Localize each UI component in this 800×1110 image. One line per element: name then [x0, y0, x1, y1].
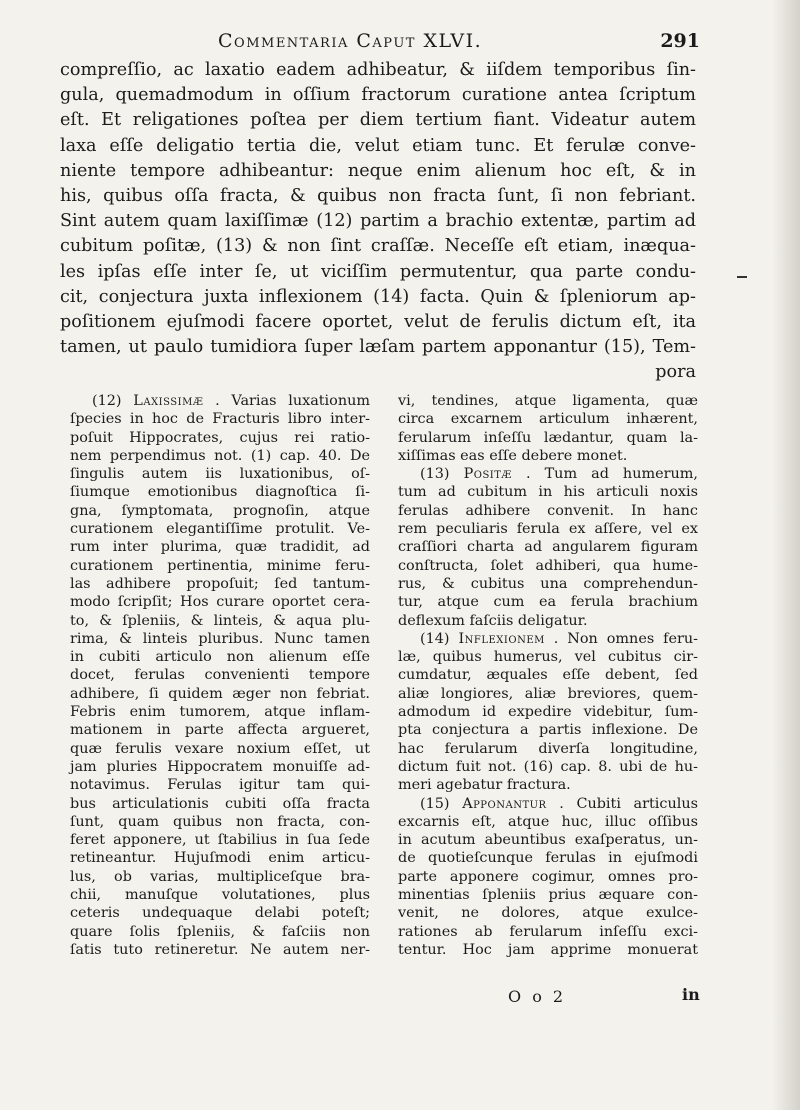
note-line: hac ferularum diverſa longitudine,: [398, 740, 698, 757]
main-text-catchline: pora: [655, 362, 696, 383]
note-line: aliæ longiores, aliæ breviores, quem-: [398, 685, 698, 702]
note-text: . Tum ad humerum,: [525, 466, 699, 483]
note-line: las adhibere propoſuit; ſed tantum-: [70, 575, 370, 592]
page-edge-shadow: [772, 0, 800, 1110]
note-line: chii, manuſque volutationes, plus: [70, 887, 370, 904]
note-line: ſpecies in hoc de Fracturis libro inter-: [70, 411, 370, 428]
note-line: cumdatur, æquales eſſe debent, ſed: [398, 667, 698, 684]
note-number: (15): [420, 795, 450, 812]
note-line: rus, & cubitus una comprehendun-: [398, 575, 698, 592]
note-line: tum ad cubitum in his articuli noxis: [398, 484, 698, 501]
note-line: curationem pertinentia, minime feru-: [70, 557, 370, 574]
note-line: rem peculiaris ferula ex aſſere, vel ex: [398, 521, 698, 538]
main-text-line: poſitionem ejuſmodi facere oportet, velut de ferulis dictum eſt, ita: [60, 312, 696, 333]
note-line: xiſſimas eas eſſe debere monet.: [398, 447, 628, 464]
note-13-line: [398, 465, 698, 483]
note-line: admodum id expedire videbitur, ſum-: [398, 704, 698, 721]
note-line: jam pluries Hippocratem monuiſſe ad-: [70, 758, 370, 775]
note-number: (13): [420, 466, 450, 483]
main-text-line: Sint autem quam laxiſſimæ (12) partim a brachio extentæ, partim ad: [60, 211, 696, 232]
note-term: Inflexionem: [458, 630, 545, 647]
note-line: modo ſcripſit; Hos curare oportet cera-: [70, 594, 370, 611]
note-line: læ, quibus humerus, vel cubitus cir-: [398, 649, 698, 666]
note-line: circa excarnem articulum inhærent,: [398, 411, 698, 428]
note-line: craſſiori charta ad angularem figuram: [398, 539, 698, 556]
note-line: rum inter plurima, quæ tradidit, ad: [70, 539, 370, 556]
note-line: ſatis tuto retineretur. Ne autem ner-: [70, 941, 370, 958]
note-line: vi, tendines, atque ligamenta, quæ: [398, 393, 698, 409]
note-line: to, & ſpleniis, & linteis, & aqua plu-: [70, 612, 370, 629]
note-line: quæ ferulis vexare noxium eſſet, ut: [70, 740, 370, 757]
note-line: dictum fuit not. (16) cap. 8. ubi de hu-: [398, 758, 698, 775]
note-line: adhibere, ſi quidem æger non febriat.: [70, 685, 370, 702]
note-15-line: [398, 795, 698, 813]
main-text: [60, 58, 696, 386]
running-title: Commentaria Caput XLVI.: [218, 30, 483, 52]
note-line: conſtructa, ſolet adhiberi, qua hume-: [398, 557, 698, 574]
main-text-line: gula, quemadmodum in oſſium fractorum curatione antea ſcriptum: [60, 85, 696, 106]
page-number: 291: [660, 30, 700, 52]
note-number: (14): [420, 630, 450, 647]
note-12-line: [70, 392, 370, 410]
note-number: (12): [92, 393, 122, 409]
main-text-line: tamen, ut paulo tumidiora ſuper læſam partem apponantur (15), Tem-: [60, 337, 696, 358]
main-text-line: les ipſas eſſe inter ſe, ut viciſſim permutentur, qua parte condu-: [60, 261, 696, 282]
note-line: feret apponere, ut ſtabilius in ſua ſede: [70, 832, 370, 849]
note-line: excarnis eſt, atque huc, illuc oſſibus: [398, 813, 698, 830]
main-text-line: niente tempore adhibeantur: neque enim alienum hoc eſt, & in: [60, 160, 696, 181]
note-line: lus, ob varias, multipliceſque bra-: [70, 868, 370, 885]
main-text-line: cit, conjectura juxta inflexionem (14) facta. Quin & ſpleniorum ap-: [60, 286, 696, 307]
note-line: in cubiti articulo non alienum eſſe: [70, 649, 370, 666]
note-term: Laxissimæ: [133, 393, 204, 409]
note-line: retineantur. Hujuſmodi enim articu-: [70, 850, 370, 867]
note-line: pta conjectura a partis inflexione. De: [398, 722, 698, 739]
note-line: ſunt, quam quibus non fracta, con-: [70, 813, 370, 830]
note-14-line: [398, 630, 698, 648]
note-line: bus articulationis cubiti oſſa fracta: [70, 795, 370, 812]
note-line: tentur. Hoc jam apprime monuerat: [398, 941, 698, 958]
note-line: quare ſolis ſpleniis, & faſciis non: [70, 923, 370, 940]
main-text-line: compreſſio, ac laxatio eadem adhibeatur, & iiſdem temporibus ſin-: [60, 60, 696, 80]
note-line: rima, & linteis pluribus. Nunc tamen: [70, 630, 370, 647]
note-line: ferulas adhibere convenit. In hanc: [398, 502, 698, 519]
note-line: tur, atque cum ea ferula brachium: [398, 594, 698, 611]
note-text: . Cubiti articulus: [559, 795, 698, 812]
note-line: minentias ſpleniis prius æquare con-: [398, 887, 698, 904]
note-text: . Non omnes feru-: [553, 630, 699, 647]
note-line: ſiumque emotionibus diagnoſtica ſi-: [70, 484, 370, 501]
signature-mark: O o 2: [508, 987, 567, 1006]
note-line: ſingulis autem iis luxationibus, oſ-: [70, 466, 370, 483]
note-line: notavimus. Ferulas igitur tam qui-: [70, 777, 370, 794]
note-text: . Varias luxationum: [215, 393, 371, 409]
note-line: docet, ferulas convenienti tempore: [70, 667, 370, 684]
note-line: nem perpendimus not. (1) cap. 40. De: [70, 447, 370, 464]
note-line: mationem in parte affecta argueret,: [70, 722, 370, 739]
main-text-line: laxa eſſe deligatio tertia die, velut etiam tunc. Et ferulæ conve-: [60, 135, 696, 156]
note-line: ceteris undequaque delabi poteſt;: [70, 905, 370, 922]
note-line: rationes ab ferularum inſeſſu exci-: [398, 923, 698, 940]
note-line: de quotieſcunque ferulas in ejuſmodi: [398, 850, 698, 867]
notes-column-left: [70, 392, 370, 959]
note-line: Febris enim tumorem, atque inflam-: [70, 704, 370, 721]
note-line: curationem elegantiſſime protulit. Ve-: [70, 521, 370, 538]
catchword: in: [682, 985, 700, 1004]
note-line: poſuit Hippocrates, cujus rei ratio-: [70, 429, 370, 446]
note-line: in acutum abeuntibus exaſperatus, un-: [398, 832, 698, 849]
notes-column-right: [398, 392, 698, 959]
page-header: [60, 28, 700, 54]
note-line: deflexum faſciis deligatur.: [398, 612, 588, 629]
note-term: Apponantur: [462, 795, 547, 812]
margin-dash-mark: [737, 276, 747, 278]
main-text-line: cubitum poſitæ, (13) & non ſint craſſæ. Neceſſe eſt etiam, inæqua-: [60, 236, 696, 257]
note-line: venit, ne dolores, atque exulce-: [398, 905, 698, 922]
note-line: parte apponere cogimur, omnes pro-: [398, 868, 698, 885]
main-text-line: his, quibus oſſa fracta, & quibus non fracta ſunt, ſi non febriant.: [60, 186, 696, 207]
main-text-line: eſt. Et religationes poſtea per diem tertium fiant. Videatur autem: [60, 110, 696, 131]
note-line: ferularum inſeſſu lædantur, quam la-: [398, 429, 698, 446]
note-line: meri agebatur fractura.: [398, 777, 571, 794]
note-line: gna, ſymptomata, prognoſin, atque: [70, 502, 370, 519]
note-term: Positæ: [463, 466, 512, 483]
